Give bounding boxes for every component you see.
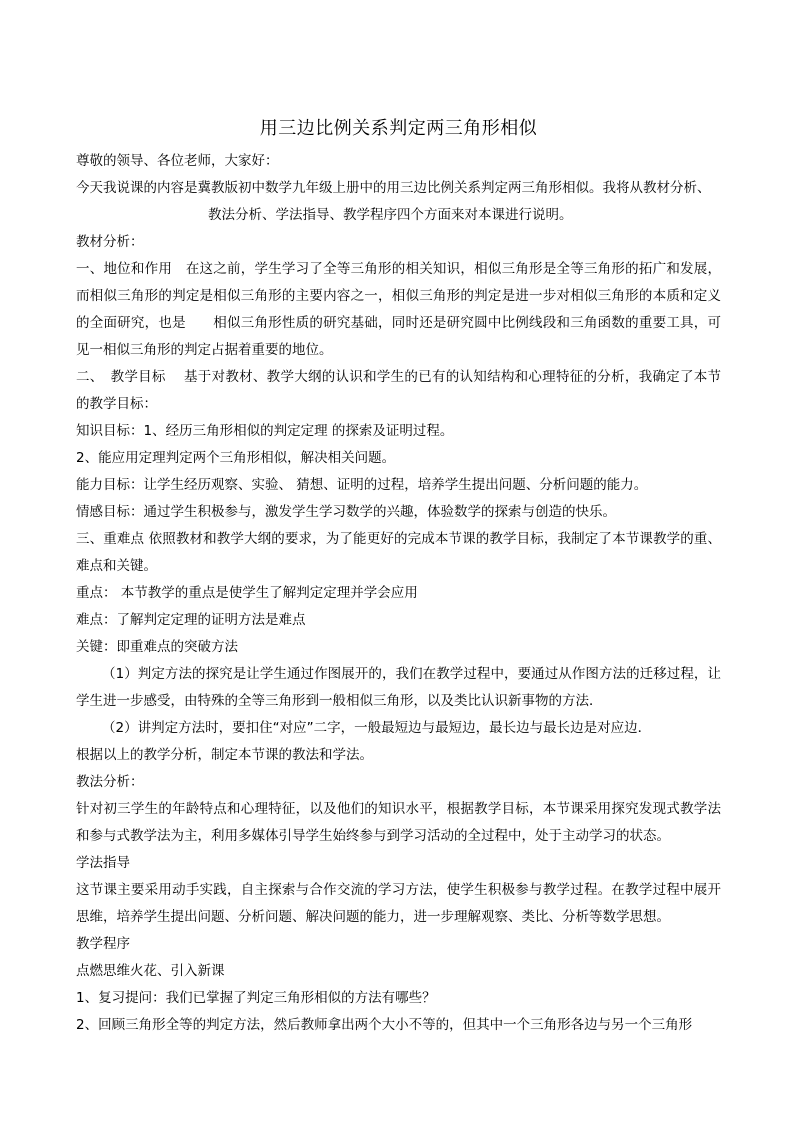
document-title: 用三边比例关系判定两三角形相似 (259, 118, 538, 139)
teaching-method-paragraph: 针对初三学生的年龄特点和心理特征，以及他们的知识水平，根据教学目标，本节课采用探究发现式教学法和参与式教学法为主，利用多媒体引导学生始终参与到学习活动的全过程中，处于主动学习的状态。 (76, 801, 721, 844)
procedure-step-intro: 点燃思维火花、引入新课 (76, 963, 225, 979)
knowledge-goal-1: 知识目标：1、经历三角形相似的判定定理 的探索及证明过程。 (76, 423, 454, 439)
difficult-point: 难点：了解判定定理的证明方法是难点 (76, 612, 306, 628)
procedure-review-question: 1、复习提问：我们已掌握了判定三角形相似的方法有哪些？ (76, 990, 436, 1006)
greeting-paragraph: 尊敬的领导、各位老师，大家好： (76, 153, 279, 169)
section-heading-textbook-analysis: 教材分析： (76, 234, 144, 250)
method-item-2: （2）讲判定方法时，要扣住“对应”二字，一般最短边与最短边，最长边与最长边是对应边． (102, 720, 652, 736)
position-and-role-paragraph: 一、地位和作用 在这之前，学生学习了全等三角形的相关知识，相似三角形是全等三角形的拓广和发展，而相似三角形的判定是相似三角形的主要内容之一，相似三角形的判定是进一步对相似三角形的本质和定义的全面研究，也是 相似三角形性质的研究基础，同时还是研究圆中比例线段和三角函数的重要工具，可见一相似三角形的判定占据着重要的地位。 (76, 261, 721, 358)
section-heading-learning-method: 学法指导 (76, 855, 130, 871)
section-heading-teaching-method: 教法分析： (76, 774, 144, 790)
ability-goal: 能力目标：让学生经历观察、实验、 猜想、证明的过程，培养学生提出问题、分析问题的能力。 (76, 477, 648, 493)
intro-paragraph-line-2: 教法分析、学法指导、教学程序四个方面来对本课进行说明。 (208, 207, 573, 223)
knowledge-goal-2: 2、能应用定理判定两个三角形相似，解决相关问题。 (76, 450, 396, 466)
key-difficult-points-paragraph: 三、重难点 依照教材和教学大纲的要求，为了能更好的完成本节课的教学目标，我制定了本节课教学的重、难点和关键。 (76, 531, 721, 574)
key-point: 重点： 本节教学的重点是使学生了解判定定理并学会应用 (76, 585, 418, 601)
document-body (76, 114, 721, 1039)
procedure-recall-step: 2、回顾三角形全等的判定方法，然后教师拿出两个大小不等的，但其中一个三角形各边与另一个三角形 (76, 1017, 693, 1033)
key-breakthrough: 关键：即重难点的突破方法 (76, 639, 238, 655)
method-item-1: （1）判定方法的探究是让学生通过作图展开的，我们在教学过程中，要通过从作图方法的迁移过程，让学生进一步感受，由特殊的全等三角形到一般相似三角形，以及类比认识新事物的方法． (76, 666, 721, 709)
teaching-goals-paragraph: 二、 教学目标 基于对教材、教学大纲的认识和学生的已有的认知结构和心理特征的分析，我确定了本节的教学目标： (76, 369, 721, 412)
summary-line: 根据以上的教学分析，制定本节课的教法和学法。 (76, 747, 373, 763)
emotion-goal: 情感目标：通过学生积极参与，激发学生学习数学的兴趣，体验数学的探索与创造的快乐。 (76, 504, 616, 520)
section-heading-teaching-procedure: 教学程序 (76, 936, 130, 952)
intro-paragraph-line-1: 今天我说课的内容是冀教版初中数学九年级上册中的用三边比例关系判定两三角形相似。我将从教材分析、 (76, 180, 711, 196)
learning-method-paragraph: 这节课主要采用动手实践，自主探索与合作交流的学习方法，使学生积极参与教学过程。在教学过程中展开思维，培养学生提出问题、分析问题、解决问题的能力，进一步理解观察、类比、分析等数学思想。 (76, 882, 721, 925)
